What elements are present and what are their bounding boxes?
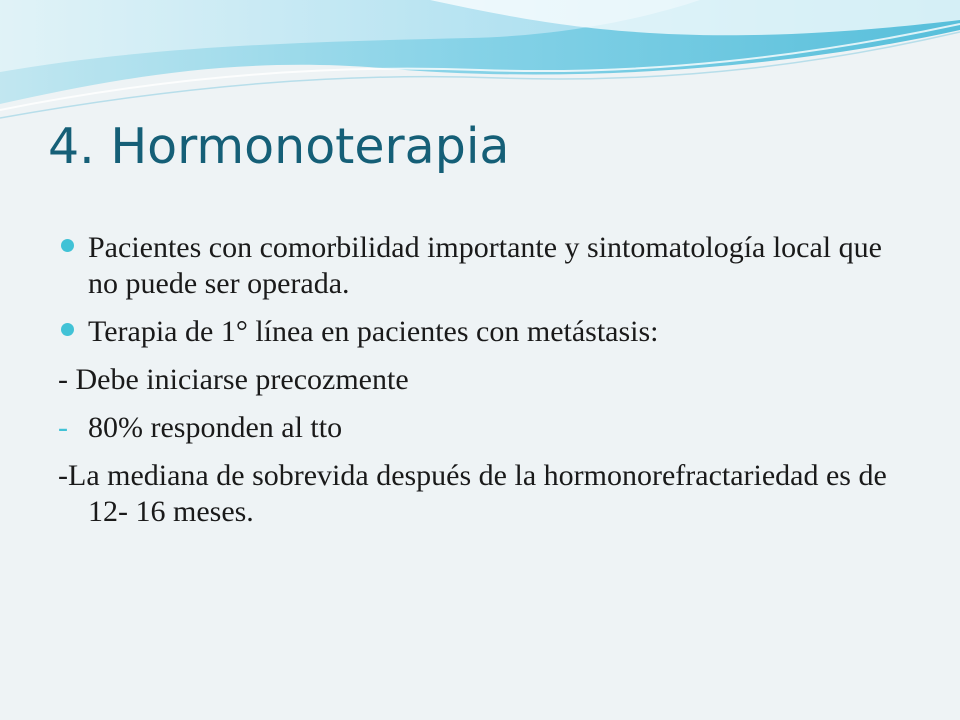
bullet-text: Terapia de 1° línea en pacientes con metástasis: [88,315,659,348]
bullet-text: Pacientes con comorbilidad importante y sintomatología local que no puede ser operada. [88,231,882,300]
header-wave-decoration [0,0,960,120]
dash-line: -La mediana de sobrevida después de la hormonorefractariedad es de 12- 16 meses. [58,459,887,528]
dash-line-blue [58,410,918,446]
slide-content [58,230,918,542]
dash-line-text: 80% responden al tto [88,411,343,444]
bullet-item [58,314,918,350]
dash-line: - Debe iniciarse precozmente [58,363,409,396]
slide-title: 4. Hormonoterapia [48,118,510,175]
bullet-item [58,230,918,302]
bullet-dot-icon [61,239,74,252]
dash-marker-icon: - [58,411,68,444]
bullet-dot-icon [61,323,74,336]
